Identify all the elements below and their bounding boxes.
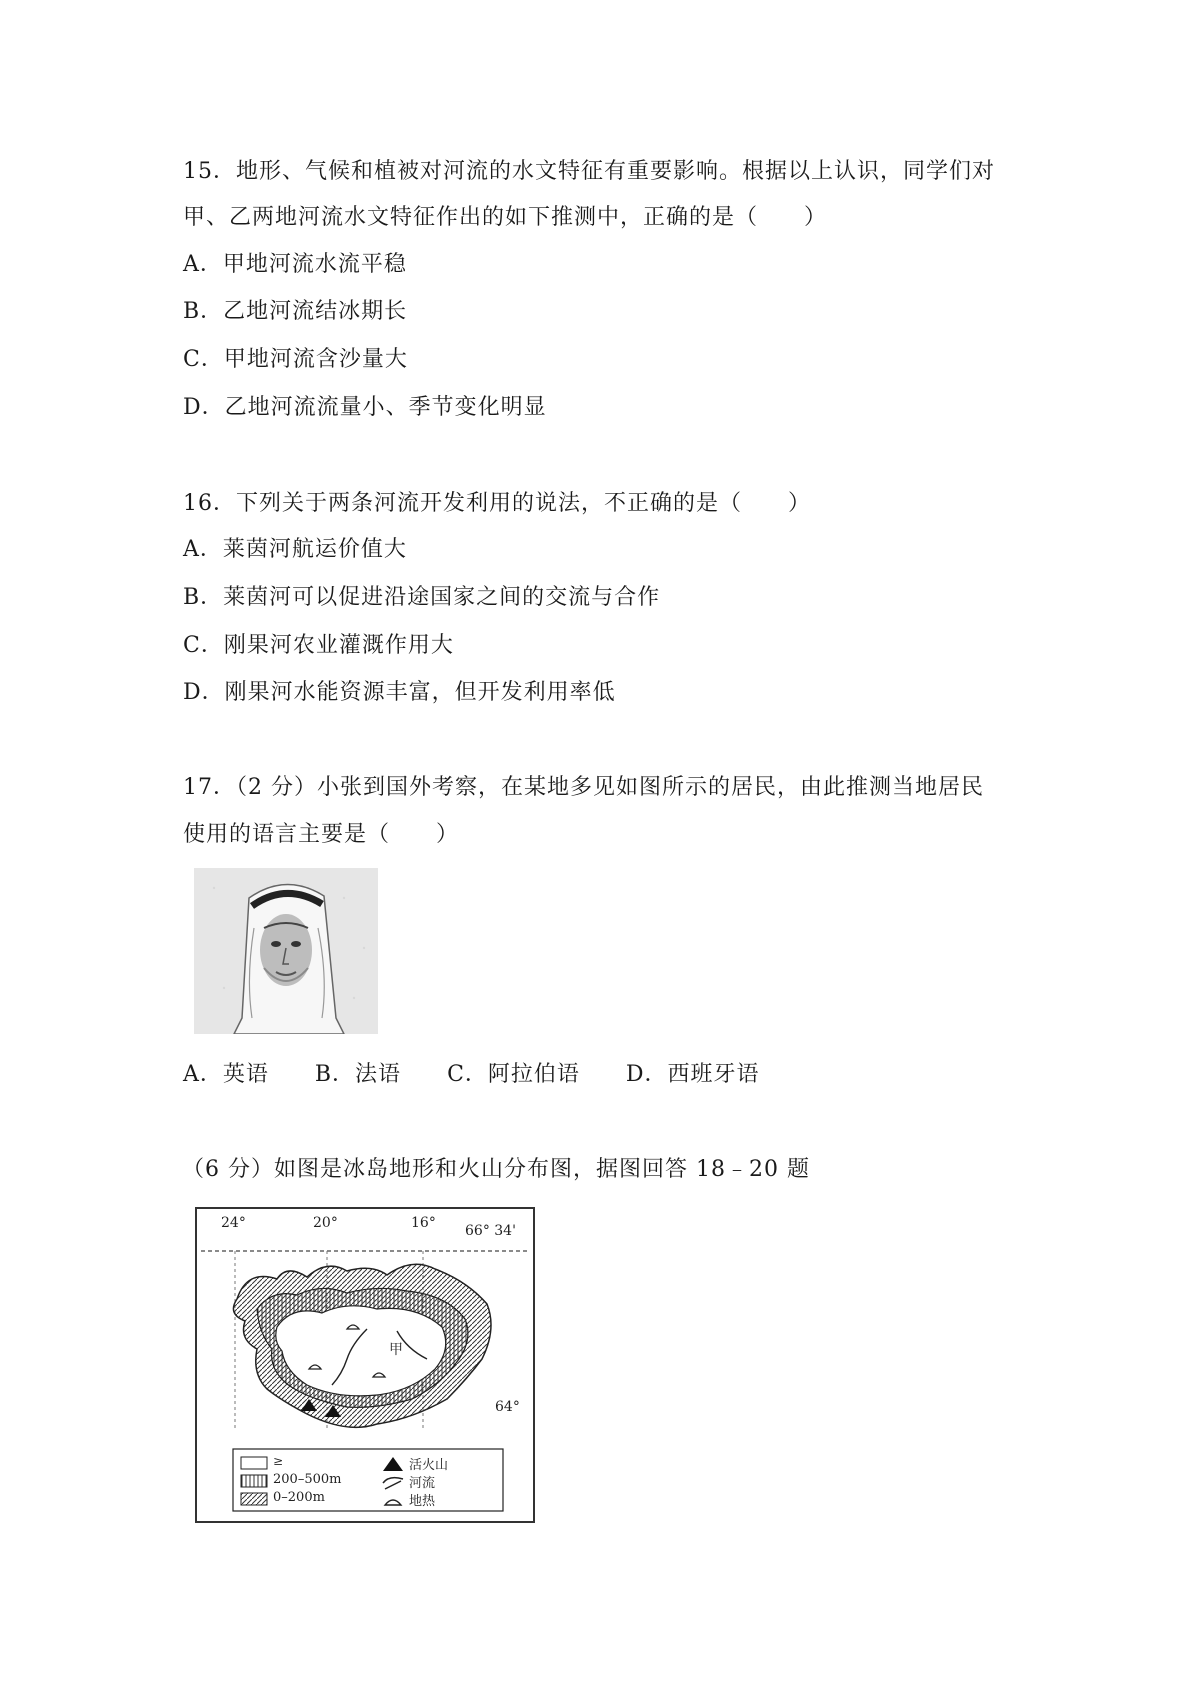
diagonal-hatch-icon: [241, 1493, 267, 1505]
legend-label-geothermal: 地热: [409, 1494, 436, 1509]
legend-label-plain: ≥: [273, 1454, 284, 1468]
q17-stem-line1: 17．（2 分）小张到国外考察，在某地多见如图所示的居民，由此推测当地居民: [183, 775, 984, 800]
lon-label-24: 24°: [221, 1215, 246, 1231]
legend-label-volcano: 活火山: [409, 1458, 449, 1473]
q15-option-d[interactable]: D．乙地河流流量小、季节变化明显: [183, 395, 547, 420]
q15-option-a[interactable]: A．甲地河流水流平稳: [183, 252, 407, 277]
headscarf-person-image: [194, 868, 378, 1034]
q15-option-b[interactable]: B．乙地河流结冰期长: [183, 299, 408, 324]
q16-option-b[interactable]: B．莱茵河可以促进沿途国家之间的交流与合作: [183, 585, 661, 610]
plain-box-icon: [241, 1457, 267, 1469]
group18-intro: （6 分）如图是冰岛地形和火山分布图，据图回答 18﹣20 题: [182, 1157, 810, 1182]
q16-option-d[interactable]: D．刚果河水能资源丰富，但开发利用率低: [183, 680, 616, 705]
resident-photo: [194, 868, 378, 1034]
q17-option-a[interactable]: A．英语: [183, 1062, 269, 1087]
q16-stem: 16．下列关于两条河流开发利用的说法，不正确的是（ ）: [183, 491, 811, 516]
lon-label-16: 16°: [411, 1215, 436, 1231]
legend-label-river: 河流: [409, 1476, 436, 1491]
lat-label-64: 64°: [495, 1399, 520, 1415]
vertical-hatch-icon: [241, 1475, 267, 1487]
lon-label-20: 20°: [313, 1215, 338, 1231]
q17-options: [183, 1060, 798, 1090]
q15-stem-line1: 15．地形、气候和植被对河流的水文特征有重要影响。根据以上认识，同学们对: [183, 159, 995, 184]
q17-stem-line2: 使用的语言主要是（ ）: [183, 822, 460, 847]
lat-label-66: 66° 34': [465, 1223, 516, 1239]
q17-option-b[interactable]: B．法语: [314, 1062, 402, 1087]
place-label-jia: 甲: [389, 1342, 403, 1358]
legend-label-200-500: 200–500m: [273, 1472, 342, 1487]
iceland-map: [195, 1207, 535, 1523]
q16-option-c[interactable]: C．刚果河农业灌溉作用大: [183, 633, 454, 658]
q17-option-d[interactable]: D．西班牙语: [625, 1062, 760, 1087]
q15-stem-line2: 甲、乙两地河流水文特征作出的如下推测中，正确的是（ ）: [183, 205, 828, 230]
iceland-map-drawing: [197, 1209, 533, 1521]
q17-option-c[interactable]: C．阿拉伯语: [447, 1062, 580, 1087]
legend-label-0-200: 0–200m: [273, 1490, 325, 1505]
q16-option-a[interactable]: A．莱茵河航运价值大: [183, 537, 407, 562]
q15-option-c[interactable]: C．甲地河流含沙量大: [183, 347, 408, 372]
